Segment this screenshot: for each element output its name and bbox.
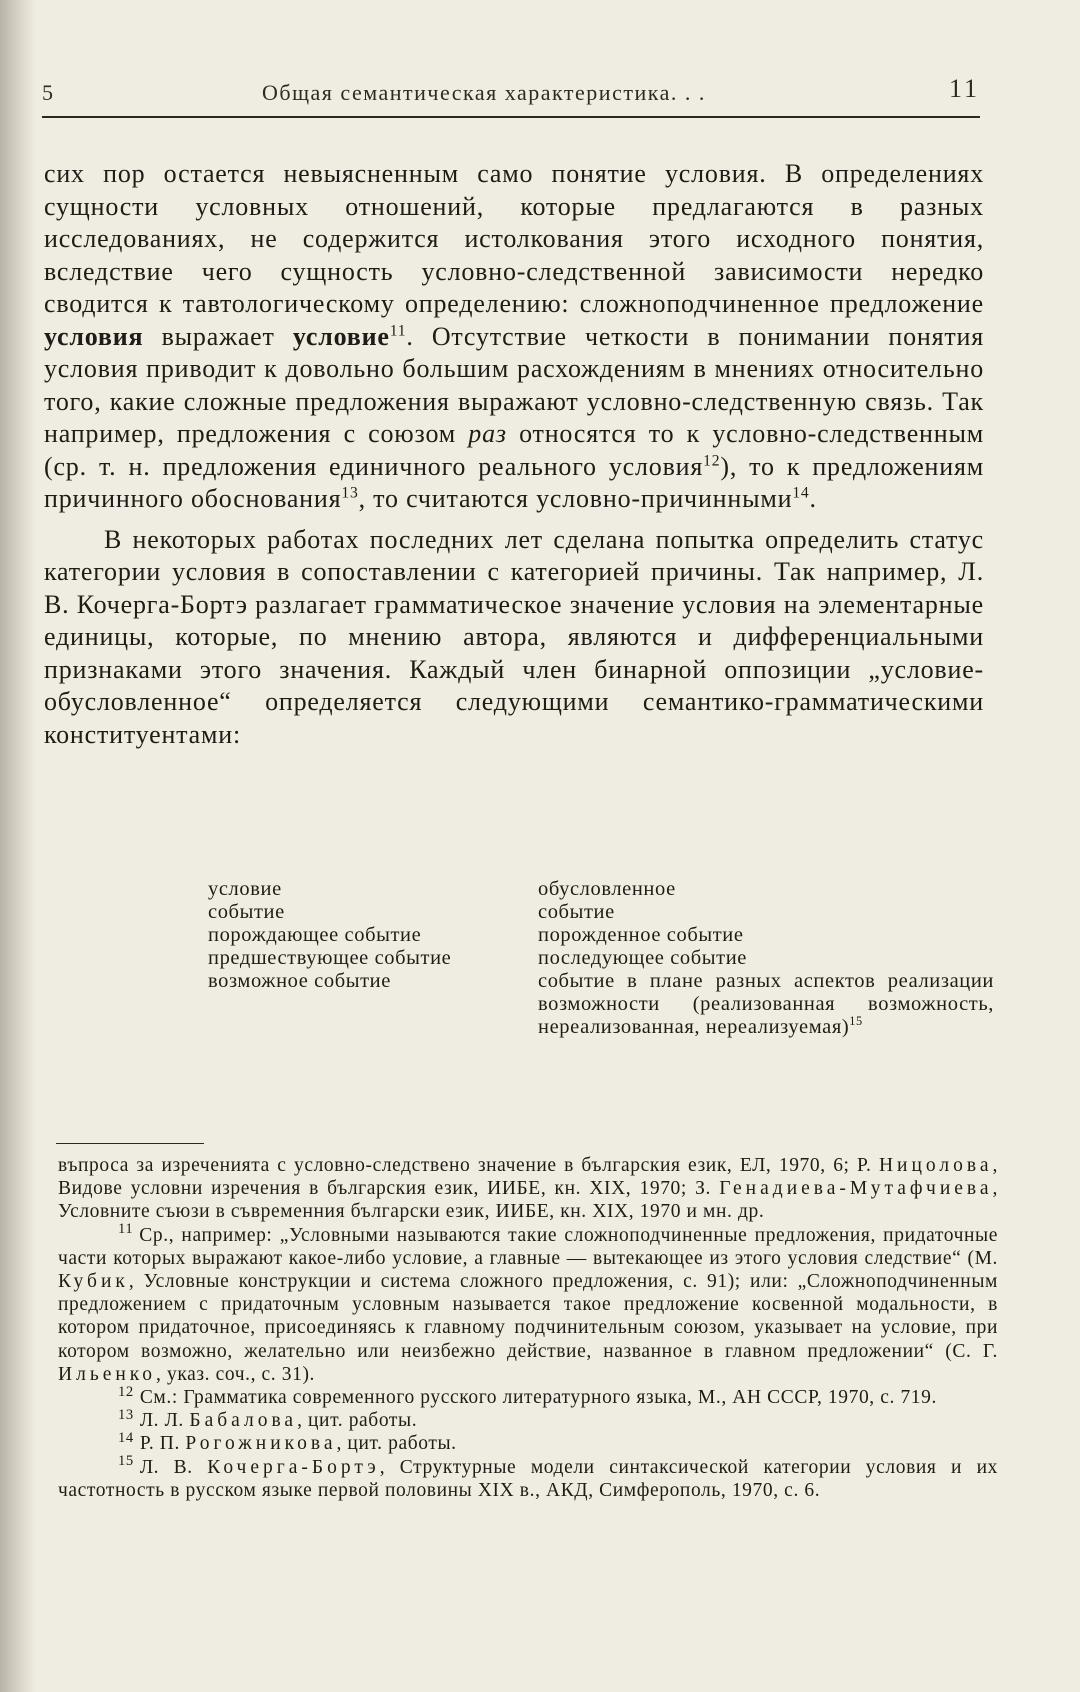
text-run: Ср., например: „Условными называются такие сложноподчиненные предложения, придаточные части которых выражают какое-либо условие, а главные — вытекающее из этого условия следствие“ (М. [58,1224,998,1269]
text-run: относятся то к условно-следственным (ср. т. н. предложения единичного реального условия [44,419,984,481]
table-cell: порожденное событие [538,924,744,946]
page-binding-shadow [0,0,36,1692]
column-conditioned [538,878,994,1039]
text-run: , Видове условни изречения в българския език, ИИБЕ, кн. XIX, 1970; З. [58,1155,998,1200]
footnote-ref-14: 14 [792,484,810,502]
text-run: , цит. работы. [336,1433,457,1455]
page-number-left: 5 [42,80,54,105]
table-cell: предшествующее событие [208,947,452,969]
footnote-14 [58,1429,998,1455]
text-run: событие в плане разных аспектов реализации возможности (реализованная возможность, нереализованная, нереализуемая) [538,970,994,1038]
footnote-rule [56,1143,204,1144]
paragraph-2: В некоторых работах последних лет сделана попытка определить статус категории условия в сопоставлении с категорией причины. Так например, Л. В. Кочерга-Бортэ разлагает грамматическое значение условия на элементарные единицы, которые, по мнению автора, являются и дифференциальными признаками этого значения. Каждый член бинарной оппозиции „условие-обусловленное“ определяется следующими семантико-грамматическими конституентами: [44,524,984,749]
footnote-number: 13 [118,1406,134,1423]
author-name: Рогожникова [185,1433,337,1455]
text-run: Л. Л. [139,1410,190,1432]
author-name: Бабалова [189,1410,298,1432]
footnote-12 [58,1383,998,1409]
running-title: Общая семантическая характеристика. . . [262,80,706,105]
text-run: , цит. работы. [297,1410,418,1432]
footnote-ref-12: 12 [703,451,721,469]
footnotes [58,1154,998,1502]
text-run: . [809,484,817,513]
text-run: , Условные конструкции и система сложного предложения, с. 91); или: „Сложноподчиненным предложением с придаточным условным называется такое предложение косвенной модальности, в котором придаточное, присоединяясь к главному подчинительным союзом, указывает на условие, при котором возможно, желательно или неизбежно действие, названное в главном предложении“ (С. Г. [58,1271,998,1362]
text-run: См.: Грамматика современного русского литературного языка, М., АН СССР, 1970, с. 719. [139,1387,937,1409]
text-run: , то считаются условно-причинными [358,484,793,513]
bold-term: условие [292,321,390,351]
author-name: Кубик [58,1271,129,1293]
text-run: ), то к предложениям причинного обоснования [44,451,984,513]
footnote-number: 11 [118,1221,134,1238]
footnote-13 [58,1406,998,1432]
italic-term: раз [468,419,507,448]
paragraph-1 [44,158,984,516]
table-cell: событие [208,901,285,923]
header-rule [42,116,980,118]
text-run: , Структурные модели синтаксической категории условия и их частотность в русском языке первой половины XIX в., АКД, Симферополь, 1970, с. 6. [58,1456,998,1501]
table-cell: порождающее событие [208,924,422,946]
text-run: въпроса за изреченията с условно-следствено значение в българския език, ЕЛ, 1970, 6; Р. [58,1155,879,1176]
author-name: Ницолова [878,1155,993,1176]
text-run: . Отсутствие четкости в понимании понятия условия приводит к довольно большим расхождениям в мнениях относительно того, какие сложные предложения выражают условно-следственную связь. Так например, предложения с союзом [44,321,984,448]
footnote-continuation [58,1154,998,1224]
author-name: Генадиева-Мутафчиева [719,1178,993,1200]
footnote-ref-15: 15 [849,1014,863,1029]
bold-term: условия [44,321,144,351]
footnote-number: 14 [118,1429,134,1446]
footnote-11 [58,1221,998,1386]
text-run: Р. П. [139,1433,186,1455]
footnote-15 [58,1453,998,1502]
page-number-right: 11 [948,74,980,103]
table-cell: обусловленное [538,878,676,900]
table-cell: возможное событие [208,970,391,992]
text-run: выражает [143,321,293,351]
text-run: сих пор остается невыясненным само понятие условия. В определениях сущности условных отношений, которые предлагаются в разных исследованиях, не содержится истолкования этого исходного понятия, вследствие чего сущность условно-следственной зависимости нередко сводится к тавтологическому определению: сложноподчиненное предложение [44,159,984,318]
table-cell: событие [538,901,615,923]
table-cell: последующее событие [538,947,747,969]
text-run: , указ. соч., с. 31). [156,1363,316,1385]
table-cell: условие [208,878,282,900]
main-text [44,158,984,751]
footnote-number: 12 [118,1383,134,1400]
footnote-ref-13: 13 [341,484,359,502]
page-header [42,74,1020,114]
author-name: Ильенко [58,1363,157,1385]
column-condition [208,878,528,993]
text-run: Л. В. [139,1456,208,1478]
footnote-ref-11: 11 [389,321,407,339]
table-cell-long [538,970,994,1039]
author-name: Кочерга-Бортэ [207,1456,380,1478]
footnote-number: 15 [118,1453,134,1470]
text-run: , Условните съюзи в съвременния български език, ИИБЕ, кн. XIX, 1970 и мн. др. [58,1178,998,1223]
